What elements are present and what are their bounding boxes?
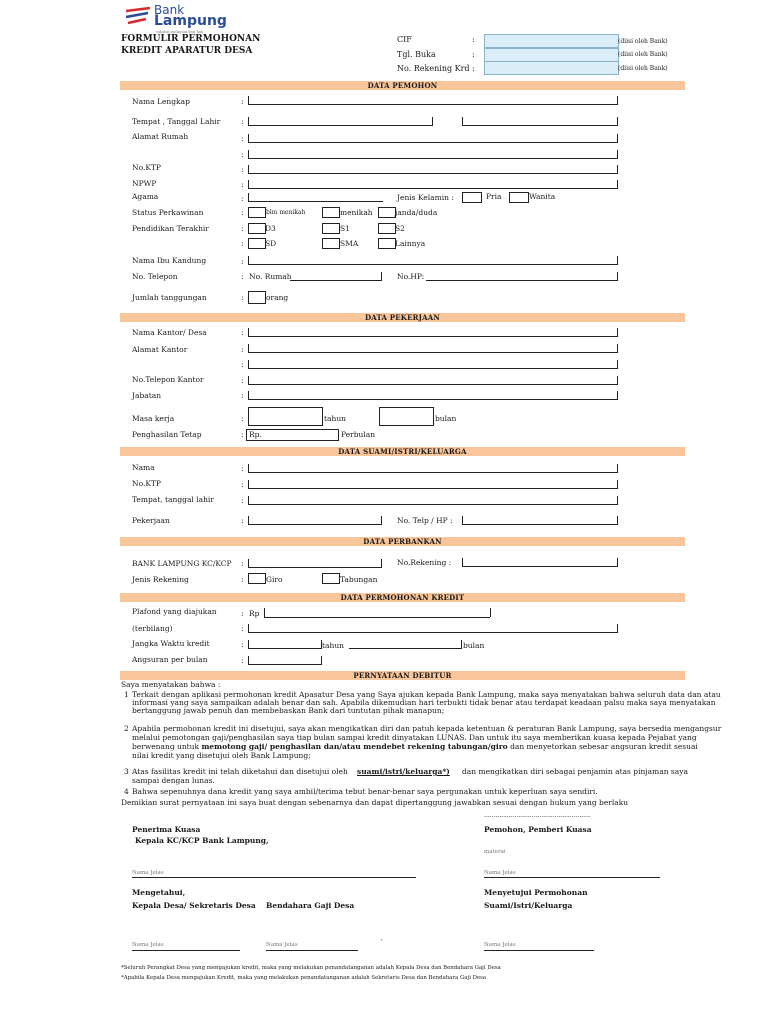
label-s2: S2: [395, 224, 405, 233]
section-data-pemohon: DATA PEMOHON: [120, 81, 685, 90]
tick: [617, 558, 618, 567]
label-janda-duda: janda/duda: [395, 208, 438, 217]
input-masa-bulan[interactable]: [379, 407, 434, 426]
bendahara-gaji: Bendahara Gaji Desa: [266, 901, 355, 910]
materai-note: materai: [484, 849, 506, 855]
tick: [617, 391, 618, 400]
label-pria: Pria: [486, 192, 502, 201]
tick: [461, 640, 462, 649]
cif-note: (diisi oleh Bank): [618, 38, 668, 45]
colon: :: [241, 239, 244, 248]
tick: [617, 328, 618, 337]
input-ibu-kandung[interactable]: [248, 264, 617, 265]
label-status-perkawinan: Status Perkawinan: [132, 208, 204, 217]
label-s1: S1: [340, 224, 350, 233]
input-tempat-lahir[interactable]: [248, 125, 432, 126]
cif-input[interactable]: [484, 34, 619, 48]
checkbox-sma[interactable]: [322, 238, 340, 249]
checkbox-tabungan[interactable]: [322, 573, 340, 584]
colon: :: [241, 345, 244, 354]
tick: [432, 117, 433, 126]
tick: [248, 150, 249, 159]
item-1-num: 1: [124, 690, 129, 699]
tick: [617, 516, 618, 525]
cif-label: CIF: [397, 35, 412, 44]
checkbox-s2[interactable]: [378, 223, 396, 234]
tick: [617, 376, 618, 385]
colon: :: [241, 272, 244, 281]
section-data-kredit: DATA PERMOHONAN KREDIT: [120, 593, 685, 602]
colon: :: [241, 208, 244, 217]
input-npwp[interactable]: [248, 188, 617, 189]
sign-line-bendahara[interactable]: [266, 950, 358, 951]
item-3-mid: suami/istri/keluarga*): [357, 767, 450, 776]
nama-jelas-pemohon: Nama Jelas: [484, 870, 516, 876]
section-pernyataan: PERNYATAAN DEBITUR: [120, 671, 685, 680]
tick: [617, 117, 618, 126]
penerima-kuasa: Penerima Kuasa: [132, 825, 201, 834]
colon: :: [241, 376, 244, 385]
label-ktp: No.KTP: [132, 163, 161, 172]
label-perbulan: Perbulan: [341, 430, 376, 439]
item-3-post: dan mengikatkan diri sebagai penjamin atas pinjaman saya: [462, 767, 688, 776]
checkbox-wanita[interactable]: [509, 192, 529, 203]
input-nama-suami[interactable]: [248, 472, 617, 473]
colon: :: [241, 496, 244, 505]
kepala-desa: Kepala Desa/ Sekretaris Desa: [132, 901, 256, 910]
label-angsuran: Angsuran per bulan: [132, 655, 208, 664]
tick: [248, 180, 249, 189]
tick: [248, 559, 249, 568]
mengetahui: Mengetahui,: [132, 888, 186, 897]
label-kc-kcp: BANK LAMPUNG KC/KCP: [132, 559, 232, 568]
label-blm-menikah: blm menikah: [266, 209, 306, 216]
tgl-buka-colon: :: [472, 50, 475, 59]
label-nama-suami: Nama: [132, 463, 155, 472]
label-jangka-bulan: bulan: [463, 641, 485, 650]
colon: :: [241, 656, 244, 665]
label-ibu-kandung: Nama Ibu Kandung: [132, 256, 207, 265]
label-no-hp: No.HP:: [397, 272, 425, 281]
input-jangka-tahun[interactable]: [248, 648, 321, 649]
tick: [248, 464, 249, 473]
tick: [617, 496, 618, 505]
nama-jelas-kades: Nama Jelas: [132, 942, 164, 948]
colon: :: [241, 180, 244, 189]
tick: [248, 344, 249, 353]
logo-tagline: sahabat melayani dari hati: [156, 30, 204, 34]
logo-text-lampung: Lampung: [154, 13, 227, 29]
label-bulan: bulan: [435, 414, 457, 423]
input-jangka-bulan[interactable]: [349, 648, 461, 649]
label-jabatan: Jabatan: [132, 391, 162, 400]
label-menikah: menikah: [340, 208, 373, 217]
label-no-rekening: No.Rekening :: [397, 558, 452, 567]
label-ttl-suami: Tempat, tanggal lahir: [132, 495, 214, 504]
input-no-hp[interactable]: [426, 280, 617, 281]
item-4-line: Bahwa sepenuhnya dana kredit yang saya ambil/terima tebut benar-benar saya pergunakan untuk keperluan saya sendiri.: [132, 787, 598, 796]
tick: [248, 256, 249, 265]
tick: [490, 608, 491, 617]
label-pendidikan: Pendidikan Terakhir: [132, 224, 209, 233]
item-2-bold-pre: berwenang untuk: [132, 742, 202, 751]
checkbox-pria[interactable]: [462, 192, 482, 203]
input-ttl-suami[interactable]: [248, 504, 617, 505]
label-terbilang: (terbilang): [132, 624, 173, 633]
tick: [248, 624, 249, 633]
colon: :: [241, 257, 244, 266]
section-data-perbankan: DATA PERBANKAN: [120, 537, 685, 546]
label-sd: SD: [265, 239, 277, 248]
label-jangka-waktu: Jangka Waktu kredit: [132, 639, 210, 648]
logo-mark-icon: [124, 6, 154, 28]
colon: :: [241, 516, 244, 525]
colon: :: [241, 224, 244, 233]
label-jenis-kelamin: Jenis Kelamin :: [397, 193, 454, 202]
input-alamat-kantor-2[interactable]: [248, 368, 617, 369]
pernyataan-intro: Saya menyatakan bahwa :: [121, 680, 221, 689]
colon: :: [241, 97, 244, 106]
colon: :: [241, 640, 244, 649]
label-plafond-rp: Rp: [249, 609, 260, 618]
tick: [248, 480, 249, 489]
sign-line-pemohon[interactable]: [484, 877, 660, 878]
input-alamat-kantor-1[interactable]: [248, 352, 617, 353]
tgl-buka-note: (diisi oleh Bank): [618, 51, 668, 58]
sign-line-kades[interactable]: [132, 950, 240, 951]
section-data-pekerjaan: DATA PEKERJAAN: [120, 313, 685, 322]
item-1-line: informasi yang saya sampaikan adalah benar dan sah. Apabila dikemudian hari terbukti tidak benar atau terdapat keadaan palsu maka saya menyatakan: [132, 698, 716, 707]
input-tanggungan[interactable]: [248, 291, 266, 304]
label-telepon: No. Telepon: [132, 272, 178, 281]
tick: [617, 272, 618, 281]
penerima-kepala: Kepala KC/KCP Bank Lampung,: [135, 836, 269, 845]
tick: [248, 193, 249, 202]
rek-krd-note: (diisi oleh Bank): [618, 65, 668, 72]
colon: :: [241, 150, 244, 159]
checkbox-sd[interactable]: [248, 238, 266, 249]
colon: :: [241, 360, 244, 369]
nama-jelas-bendahara: Nama Jelas: [266, 942, 298, 948]
input-no-rumah[interactable]: [290, 280, 381, 281]
label-d3: D3: [265, 224, 276, 233]
input-nama-lengkap[interactable]: [248, 104, 617, 105]
colon: :: [241, 430, 244, 439]
tick: [264, 608, 265, 617]
tick: [462, 558, 463, 567]
colon: :: [241, 464, 244, 473]
input-ktp[interactable]: [248, 173, 617, 174]
input-jabatan[interactable]: [248, 399, 617, 400]
label-telepon-kantor: No.Telepon Kantor: [132, 375, 204, 384]
input-no-rekening[interactable]: [462, 566, 617, 567]
item-2-bold-post: dan menyetorkan sebesar angsuran kredit sesuai: [507, 742, 698, 751]
form-title-line1: FORMULIR PERMOHONAN: [121, 34, 261, 44]
label-masa-kerja: Masa kerja: [132, 414, 175, 423]
sign-line-suami[interactable]: [484, 950, 594, 951]
checkbox-d3[interactable]: [248, 223, 266, 234]
form-title-line2: KREDIT APARATUR DESA: [121, 46, 253, 56]
tick: [248, 656, 249, 665]
colon: :: [241, 575, 244, 584]
label-no-rumah: No. Rumah: [249, 272, 292, 281]
tick: [617, 464, 618, 473]
colon: :: [241, 414, 244, 423]
tick: [248, 96, 249, 105]
checkbox-s1[interactable]: [322, 223, 340, 234]
label-lainnya: Lainnya: [395, 239, 426, 248]
tick: [248, 165, 249, 174]
input-agama[interactable]: [248, 201, 383, 202]
tick: [617, 480, 618, 489]
tick: [381, 559, 382, 568]
tick: [617, 360, 618, 369]
colon: :: [241, 480, 244, 489]
cif-colon: :: [472, 35, 475, 44]
input-ktp-suami[interactable]: [248, 488, 617, 489]
label-telp-suami: No. Telp / HP :: [397, 516, 453, 525]
tick: [248, 391, 249, 400]
checkbox-janda-duda[interactable]: [378, 207, 396, 218]
colon: :: [241, 194, 244, 203]
tick: [617, 344, 618, 353]
signature-dots: ........................................................: [484, 812, 591, 819]
label-rp: Rp.: [249, 430, 262, 439]
tick: [617, 96, 618, 105]
label-alamat-rumah: Alamat Rumah: [132, 132, 189, 141]
label-ktp-suami: No.KTP: [132, 479, 161, 488]
rek-krd-colon: :: [472, 64, 475, 73]
input-kc-kcp[interactable]: [248, 567, 381, 568]
tick: [617, 180, 618, 189]
nama-jelas-penerima: Nama Jelas: [132, 870, 164, 876]
pemohon-pemberi-kuasa: Pemohon, Pemberi Kuasa: [484, 825, 592, 834]
tick: [248, 640, 249, 649]
colon: :: [241, 609, 244, 618]
tick: [617, 150, 618, 159]
label-sma: SMA: [340, 239, 359, 248]
label-orang: orang: [266, 293, 289, 302]
item-3-pre: Atas fasilitas kredit ini telah diketahui dan disetujui oleh: [132, 767, 348, 776]
tick: [248, 328, 249, 337]
item-2-num: 2: [124, 724, 129, 733]
input-alamat-2[interactable]: [248, 158, 617, 159]
label-jenis-rekening: Jenis Rekening: [132, 575, 189, 584]
input-alamat-1[interactable]: [248, 142, 617, 143]
rek-krd-input[interactable]: [484, 61, 619, 75]
input-telp-suami[interactable]: [462, 524, 617, 525]
label-wanita: Wanita: [529, 192, 556, 201]
tgl-buka-input[interactable]: [484, 48, 619, 62]
item-2-tail: nilai kredit yang disetujui oleh Bank Lampung;: [132, 751, 311, 760]
input-tanggal-lahir[interactable]: [462, 125, 617, 126]
label-nama-lengkap: Nama Lengkap: [132, 97, 190, 106]
item-1-line: bertanggung jawab penuh dan membebaskan Bank dari tuntutan pihak manapun;: [132, 706, 445, 715]
pernyataan-closing: Demikian surat pernyataan ini saya buat dengan sebenarnya dan dapat dipertanggung jawabkan sesuai dengan hukum yang berlaku: [121, 798, 629, 807]
rek-krd-label: No. Rekening Krd: [397, 64, 470, 73]
tick: [617, 256, 618, 265]
label-npwp: NPWP: [132, 179, 157, 188]
colon: :: [241, 328, 244, 337]
section-data-suami: DATA SUAMI/ISTRI/KELUARGA: [120, 447, 685, 456]
tick: [462, 117, 463, 126]
input-plafond[interactable]: [264, 617, 490, 618]
footnote-2: *Apabila Kepala Desa mengajukan Kredit, maka yang melakukan penandatanganan adalah Sekretaris Desa dan Bendahara Gaji Desa: [121, 975, 487, 981]
tick: [381, 272, 382, 281]
logo-text-bank: Bank: [154, 3, 185, 17]
item-3-tail: sampai dengan lunas.: [132, 776, 215, 785]
label-tabungan: Tabungan: [340, 575, 378, 584]
input-nama-kantor[interactable]: [248, 336, 617, 337]
label-nama-kantor: Nama Kantor/ Desa: [132, 328, 207, 337]
label-ttl: Tempat , Tanggal Lahir: [132, 117, 221, 126]
tick: [248, 496, 249, 505]
item-2-bold-text: memotong gaji/ penghasilan dan/atau mendebet rekening tabungan/giro: [201, 742, 508, 751]
colon: :: [241, 134, 244, 143]
tick: [321, 656, 322, 665]
bank-logo: [124, 4, 234, 34]
input-telepon-kantor[interactable]: [248, 384, 617, 385]
colon: :: [241, 165, 244, 174]
tgl-buka-label: Tgl. Buka: [397, 50, 436, 59]
label-pekerjaan-suami: Pekerjaan: [132, 516, 170, 525]
checkbox-blm-menikah[interactable]: [248, 207, 266, 218]
tick: [248, 516, 249, 525]
checkbox-menikah[interactable]: [322, 207, 340, 218]
tick: [248, 376, 249, 385]
item-1-line: Terkait dengan aplikasi permohonan kredit Apasatur Desa yang Saya ajukan kepada Bank Lampung, maka saya menyatakan bahwa seluruh data dan atau: [132, 690, 721, 699]
tick: [248, 117, 249, 126]
tick: [617, 624, 618, 633]
colon: :: [241, 117, 244, 126]
tick: [617, 134, 618, 143]
nama-jelas-suami: Nama Jelas: [484, 942, 516, 948]
label-tahun: tahun: [324, 414, 346, 423]
colon: :: [241, 293, 244, 302]
input-terbilang[interactable]: [248, 632, 617, 633]
label-alamat-kantor: Alamat Kantor: [132, 345, 188, 354]
tick: [462, 516, 463, 525]
item-2-line: melalui pemotongan gaji/penghasilan saya tiap bulan sampai kredit dinyatakan LUNAS. Dan untuk itu saya memberikan kuasa kepada Pejabat yang: [132, 733, 697, 742]
label-plafond: Plafond yang diajukan: [132, 607, 217, 616]
colon: :: [241, 624, 244, 633]
checkbox-lainnya[interactable]: [378, 238, 396, 249]
tick: [248, 134, 249, 143]
tick: [381, 516, 382, 525]
menyetujui-permohonan: Menyetujui Permohonan: [484, 888, 588, 897]
item-2-line: Apabila permohonan kredit ini disetujui, saya akan mengikatkan diri dan patuh kepada ketentuan & peraturan Bank Lampung, saya bersedia mengangsur: [132, 724, 722, 733]
footnote-1: *Seluruh Perangkat Desa yang mengajukan kredit, maka yang melakukan penandatanganan adalah Kepala Desa dan Bendahara Gaji Desa: [121, 965, 501, 971]
item-3-num: 3: [124, 767, 129, 776]
colon: :: [241, 391, 244, 400]
sign-line-penerima[interactable]: [132, 877, 416, 878]
label-tanggungan: Jumlah tanggungan: [132, 293, 207, 302]
label-penghasilan: Penghasilan Tetap: [132, 430, 202, 439]
stray-tick: `: [380, 938, 384, 947]
tick: [248, 360, 249, 369]
item-4-num: 4: [124, 787, 129, 796]
label-giro: Giro: [266, 575, 283, 584]
tick: [617, 165, 618, 174]
input-angsuran[interactable]: [248, 664, 321, 665]
input-pekerjaan-suami[interactable]: [248, 524, 381, 525]
label-agama: Agama: [132, 192, 159, 201]
checkbox-giro[interactable]: [248, 573, 266, 584]
colon: :: [241, 559, 244, 568]
label-jangka-tahun: tahun: [322, 641, 344, 650]
input-masa-tahun[interactable]: [248, 407, 323, 426]
suami-istri-keluarga: Suami/Istri/Keluarga: [484, 901, 573, 910]
